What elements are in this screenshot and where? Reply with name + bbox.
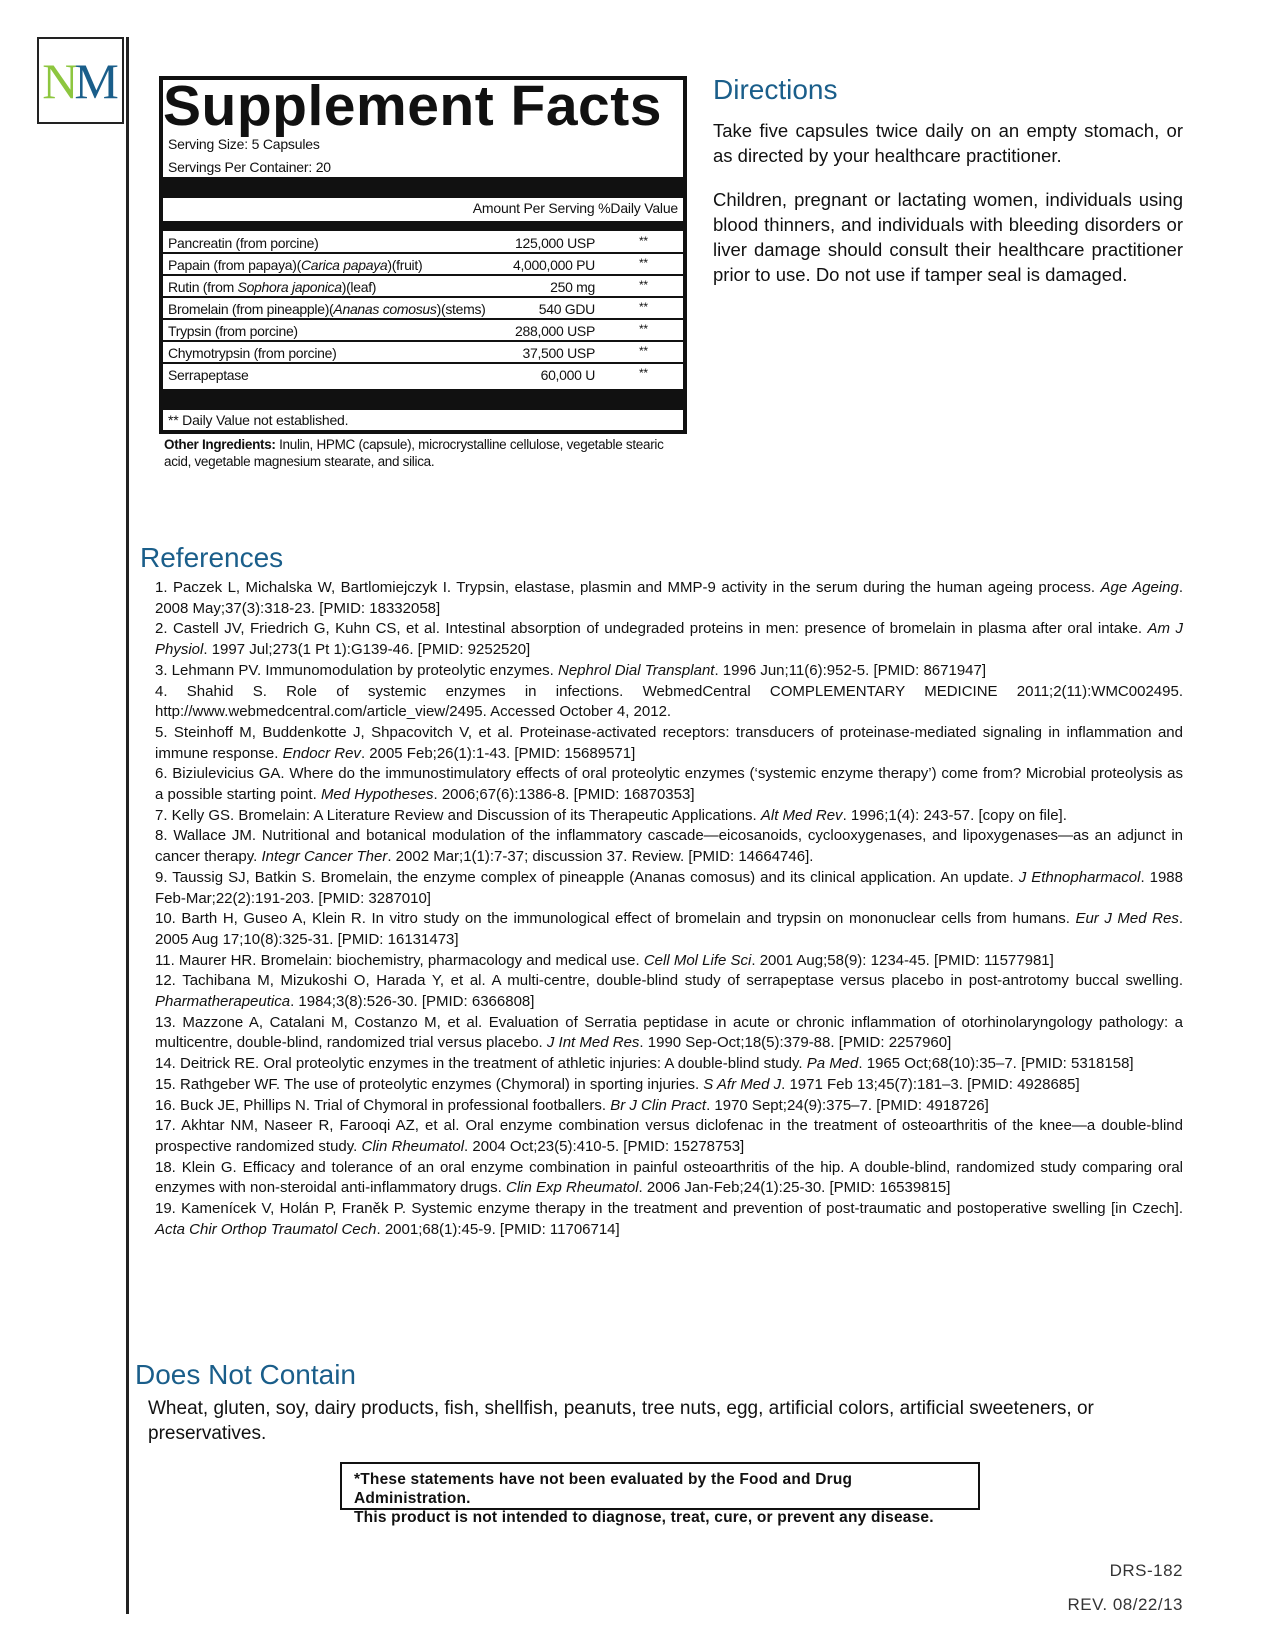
header-divider	[163, 221, 683, 231]
other-ingredients-text: Inulin, HPMC (capsule), microcrystalline cellulose, vegetable stearic acid, vegetable magnesium stearate, and silica.	[164, 437, 664, 469]
does-not-contain-text: Wheat, gluten, soy, dairy products, fish, shellfish, peanuts, tree nuts, egg, artificial colors, artificial sweeteners, or preservatives.	[148, 1398, 1094, 1444]
nutrient-name: Rutin (from Sophora japonica)(leaf)	[168, 279, 377, 295]
reference-item: 1. Paczek L, Michalska W, Bartlomiejczyk I. Trypsin, elastase, plasmin and MMP-9 activity in the serum during the human ageing process. Age Ageing. 2008 May;37(3):318-23. [PMID: 18332058]	[155, 579, 1183, 617]
thick-divider	[163, 177, 683, 198]
directions-heading: Directions	[713, 74, 838, 105]
reference-item: 17. Akhtar NM, Naseer R, Farooqi AZ, et al. Oral enzyme combination versus diclofenac in the treatment of osteoarthritis of the knee—a double-blind prospective randomized study. Clin Rheumatol. 2004 Oct;23(5):410-5. [PMID: 15278753]	[155, 1117, 1183, 1155]
references-list	[155, 578, 1183, 1241]
nutrient-amount: 4,000,000 PU	[512, 257, 595, 273]
reference-item: 9. Taussig SJ, Batkin S. Bromelain, the enzyme complex of pineapple (Ananas comosus) and its clinical application. An update. J Ethnopharmacol. 1988 Feb-Mar;22(2):191-203. [PMID: 3287010]	[155, 868, 1183, 907]
row-divider	[163, 296, 683, 298]
reference-item: 16. Buck JE, Phillips N. Trial of Chymoral in professional footballers. Br J Clin Pract. 1970 Sept;24(9):375–7. [PMID: 4918726]	[155, 1096, 989, 1114]
nutrient-row	[163, 321, 683, 342]
fda-disclaimer-line-1: *These statements have not been evaluated by the Food and Drug Administration.	[354, 1471, 853, 1507]
row-divider	[163, 252, 683, 254]
row-divider	[163, 318, 683, 320]
fda-disclaimer-line-2: This product is not intended to diagnose, treat, cure, or prevent any disease.	[354, 1509, 934, 1526]
left-vertical-rule	[126, 37, 129, 1614]
reference-item: 6. Biziulevicius GA. Where do the immunostimulatory effects of oral proteolytic enzymes (‘systemic enzyme therapy’) come from? Microbial proteolysis as a possible starting point. Med Hypotheses. 2006;67(6):1386-8. [PMID: 16870353]	[155, 765, 1183, 804]
reference-item: 15. Rathgeber WF. The use of proteolytic enzymes (Chymoral) in sporting injuries. S Afr Med J. 1971 Feb 13;45(7):181–3. [PMID: 4928685]	[155, 1075, 1080, 1093]
servings-per-container: Servings Per Container: 20	[168, 159, 331, 175]
other-ingredients-label: Other Ingredients:	[164, 437, 276, 452]
reference-item: 7. Kelly GS. Bromelain: A Literature Review and Discussion of its Therapeutic Applications. Alt Med Rev. 1996;1(4): 243-57. [copy on file].	[155, 806, 1067, 824]
reference-item: 8. Wallace JM. Nutritional and botanical modulation of the inflammatory cascade—eicosanoids, cyclooxygenases, and lipoxygenases—as an adjunct in cancer therapy. Integr Cancer Ther. 2002 Mar;1(1):7-37; discussion 37. Review. [PMID: 14664746].	[155, 827, 1183, 866]
other-ingredients	[164, 436, 684, 470]
reference-item: 12. Tachibana M, Mizukoshi O, Harada Y, et al. A multi-centre, double-blind study of serrapeptase versus placebo in post-antrotomy buccal swelling. Pharmatherapeutica. 1984;3(8):526-30. [PMID: 6366808]	[155, 972, 1183, 1011]
logo-letter-m: M	[74, 52, 119, 109]
nm-logo	[37, 37, 124, 124]
does-not-contain-heading: Does Not Contain	[135, 1359, 357, 1390]
row-divider	[163, 362, 683, 364]
nutrient-daily-value: **	[639, 234, 648, 248]
nutrient-daily-value: **	[639, 366, 648, 380]
nutrient-name: Trypsin (from porcine)	[168, 323, 298, 339]
reference-item: 5. Steinhoff M, Buddenkotte J, Shpacovitch V, et al. Proteinase-activated receptors: transducers of proteinase-mediated signaling in inflammation and immune response. Endocr Rev. 2005 Feb;26(1):1-43. [PMID: 15689571]	[155, 723, 1183, 762]
amount-header: Amount Per Serving %Daily Value	[472, 200, 678, 216]
reference-item: 18. Klein G. Efficacy and tolerance of an oral enzyme combination in painful osteoarthritis of the hip. A double-blind, randomized study comparing oral enzymes with non-steroidal anti-inflammatory drugs. Clin Exp Rheumatol. 2006 Jan-Feb;24(1):25-30. [PMID: 16539815]	[155, 1158, 1183, 1197]
nutrient-name: Bromelain (from pineapple)(Ananas comosus)(stems)	[168, 301, 486, 317]
row-divider	[163, 274, 683, 276]
nutrient-row	[163, 255, 683, 276]
nutrient-name: Serrapeptase	[168, 367, 249, 383]
reference-item: 3. Lehmann PV. Immunomodulation by proteolytic enzymes. Nephrol Dial Transplant. 1996 Jun;11(6):952-5. [PMID: 8671947]	[155, 661, 987, 679]
reference-item: 11. Maurer HR. Bromelain: biochemistry, pharmacology and medical use. Cell Mol Life Sci. 2001 Aug;58(9): 1234-45. [PMID: 11577981]	[155, 951, 1054, 969]
directions-paragraph-1: Take five capsules twice daily on an empty stomach, or as directed by your healthcare practitioner.	[713, 120, 1183, 166]
logo-letter-n: N	[42, 52, 79, 109]
nutrient-daily-value: **	[639, 256, 648, 270]
nutrient-daily-value: **	[639, 278, 648, 292]
references-heading: References	[140, 542, 284, 573]
reference-item: 10. Barth H, Guseo A, Klein R. In vitro study on the immunological effect of bromelain and trypsin on mononuclear cells from humans. Eur J Med Res. 2005 Aug 17;10(8):325-31. [PMID: 16131473]	[155, 910, 1183, 948]
nutrient-name: Chymotrypsin (from porcine)	[168, 345, 337, 361]
reference-item: 2. Castell JV, Friedrich G, Kuhn CS, et al. Intestinal absorption of undegraded proteins in men: presence of bromelain in plasma after oral intake. Am J Physiol. 1997 Jul;273(1 Pt 1):G139-46. [PMID: 9252520]	[155, 620, 1184, 659]
nutrient-daily-value: **	[639, 344, 648, 358]
supplement-facts-title: Supplement Facts	[163, 74, 662, 138]
revision-date: REV. 08/22/13	[1067, 1595, 1183, 1614]
daily-value-footnote: ** Daily Value not established.	[168, 412, 349, 428]
reference-item: 13. Mazzone A, Catalani M, Costanzo M, et al. Evaluation of Serratia peptidase in acute or chronic inflammation of otorhinolaryngology pathology: a multicentre, double-blind, randomized trial versus placebo. J Int Med Res. 1990 Sep-Oct;18(5):379-88. [PMID: 2257960]	[155, 1013, 1183, 1052]
fda-disclaimer-box	[340, 1462, 980, 1526]
document-code: DRS-182	[1109, 1561, 1183, 1580]
nutrient-amount: 250 mg	[550, 279, 595, 295]
nutrient-row	[163, 299, 683, 320]
reference-item: 19. Kamenícek V, Holán P, Franěk P. Systemic enzyme therapy in the treatment and prevention of post-traumatic and postoperative swelling [in Czech]. Acta Chir Orthop Traumatol Cech. 2001;68(1):45-9. [PMID: 11706714]	[155, 1200, 1183, 1238]
nutrient-row	[163, 233, 683, 254]
bottom-divider	[163, 389, 683, 410]
directions-paragraph-2: Children, pregnant or lactating women, individuals using blood thinners, and individuals with bleeding disorders or liver damage should consult their healthcare practitioner prior to use. Do not use if tamper seal is damaged.	[713, 189, 1183, 285]
nutrient-name: Pancreatin (from porcine)	[168, 235, 319, 251]
nutrient-name: Papain (from papaya)(Carica papaya)(fruit)	[168, 257, 423, 273]
row-divider	[163, 340, 683, 342]
nutrient-amount: 37,500 USP	[522, 345, 595, 361]
nutrient-amount: 125,000 USP	[515, 235, 595, 251]
nutrient-daily-value: **	[639, 322, 648, 336]
nutrient-row	[163, 365, 683, 386]
nutrient-amount: 540 GDU	[538, 301, 595, 317]
serving-size: Serving Size: 5 Capsules	[168, 136, 320, 152]
reference-item: 4. Shahid S. Role of systemic enzymes in infections. WebmedCentral COMPLEMENTARY MEDICINE 2011;2(11):WMC002495. http://www.webmedcentral.com/article_view/2495. Accessed October 4, 2012.	[155, 682, 1183, 721]
nutrient-amount: 288,000 USP	[515, 323, 595, 339]
nutrient-amount: 60,000 U	[540, 367, 595, 383]
nutrient-row	[163, 343, 683, 364]
nutrient-daily-value: **	[639, 300, 648, 314]
nutrient-row	[163, 277, 683, 298]
reference-item: 14. Deitrick RE. Oral proteolytic enzymes in the treatment of athletic injuries: A double-blind study. Pa Med. 1965 Oct;68(10):35–7. [PMID: 5318158]	[155, 1055, 1134, 1073]
